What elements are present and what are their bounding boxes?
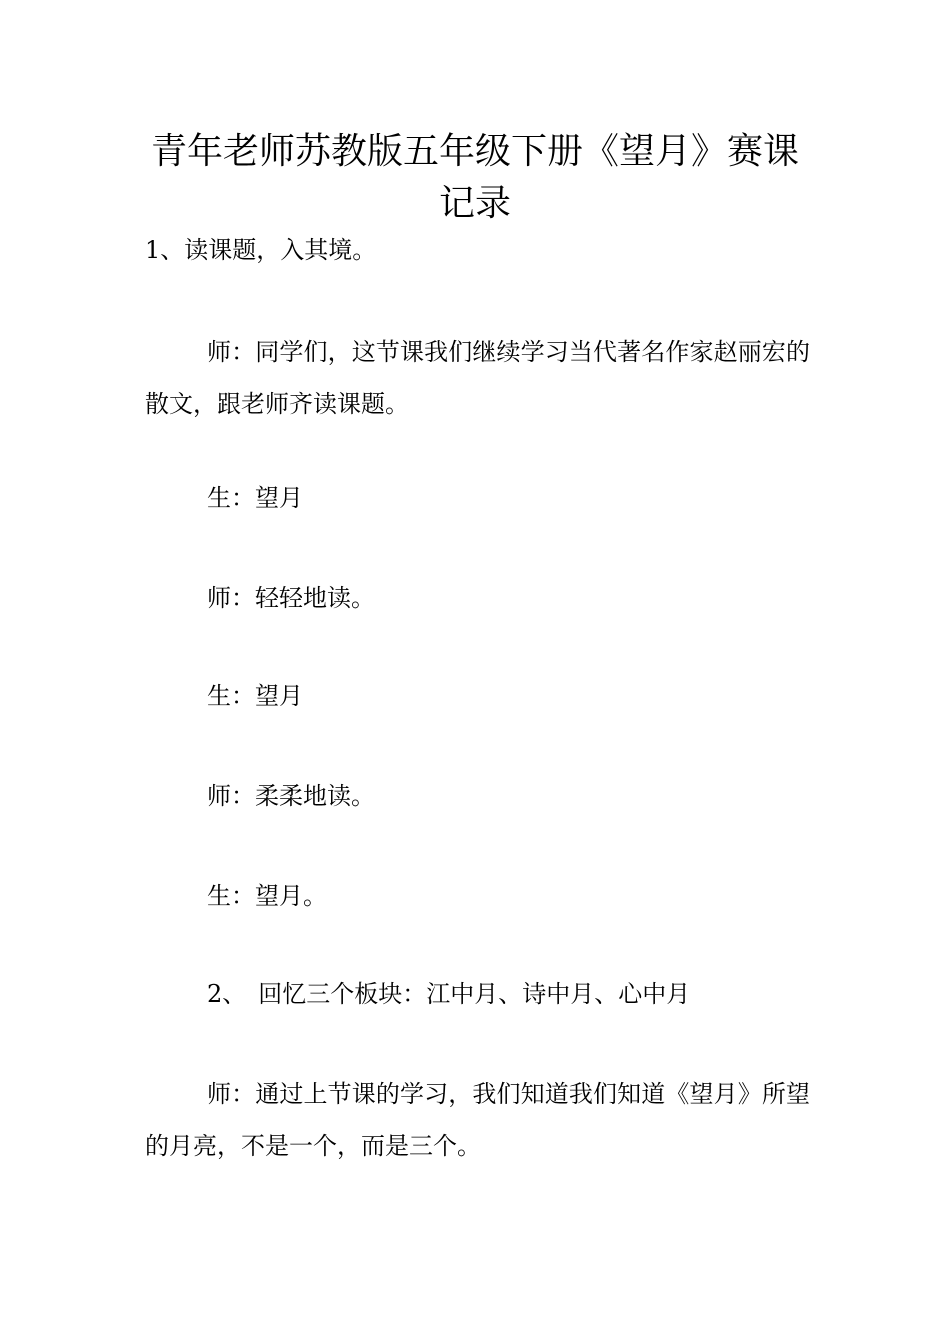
paragraph-student-reply-3: 生：望月。 — [207, 882, 327, 910]
document-title: 青年老师苏教版五年级下册《望月》赛课记录 — [150, 131, 799, 224]
paragraph-teacher-review: 师：通过上节课的学习，我们知道我们知道《望月》所望的月亮，不是一个，而是三个。 — [145, 1080, 810, 1160]
paragraph-student-reply-2: 生：望月 — [207, 682, 303, 710]
paragraph-student-reply-1: 生：望月 — [207, 484, 303, 512]
paragraph-section-1-heading: 1、读课题，入其境。 — [145, 236, 377, 264]
paragraph-teacher-softly: 师：轻轻地读。 — [207, 584, 375, 612]
paragraph-teacher-intro: 师：同学们，这节课我们继续学习当代著名作家赵丽宏的散文，跟老师齐读课题。 — [145, 338, 810, 418]
paragraph-teacher-gently: 师：柔柔地读。 — [207, 782, 375, 810]
paragraph-section-2-heading: 2、 回忆三个板块：江中月、诗中月、心中月 — [207, 980, 691, 1008]
